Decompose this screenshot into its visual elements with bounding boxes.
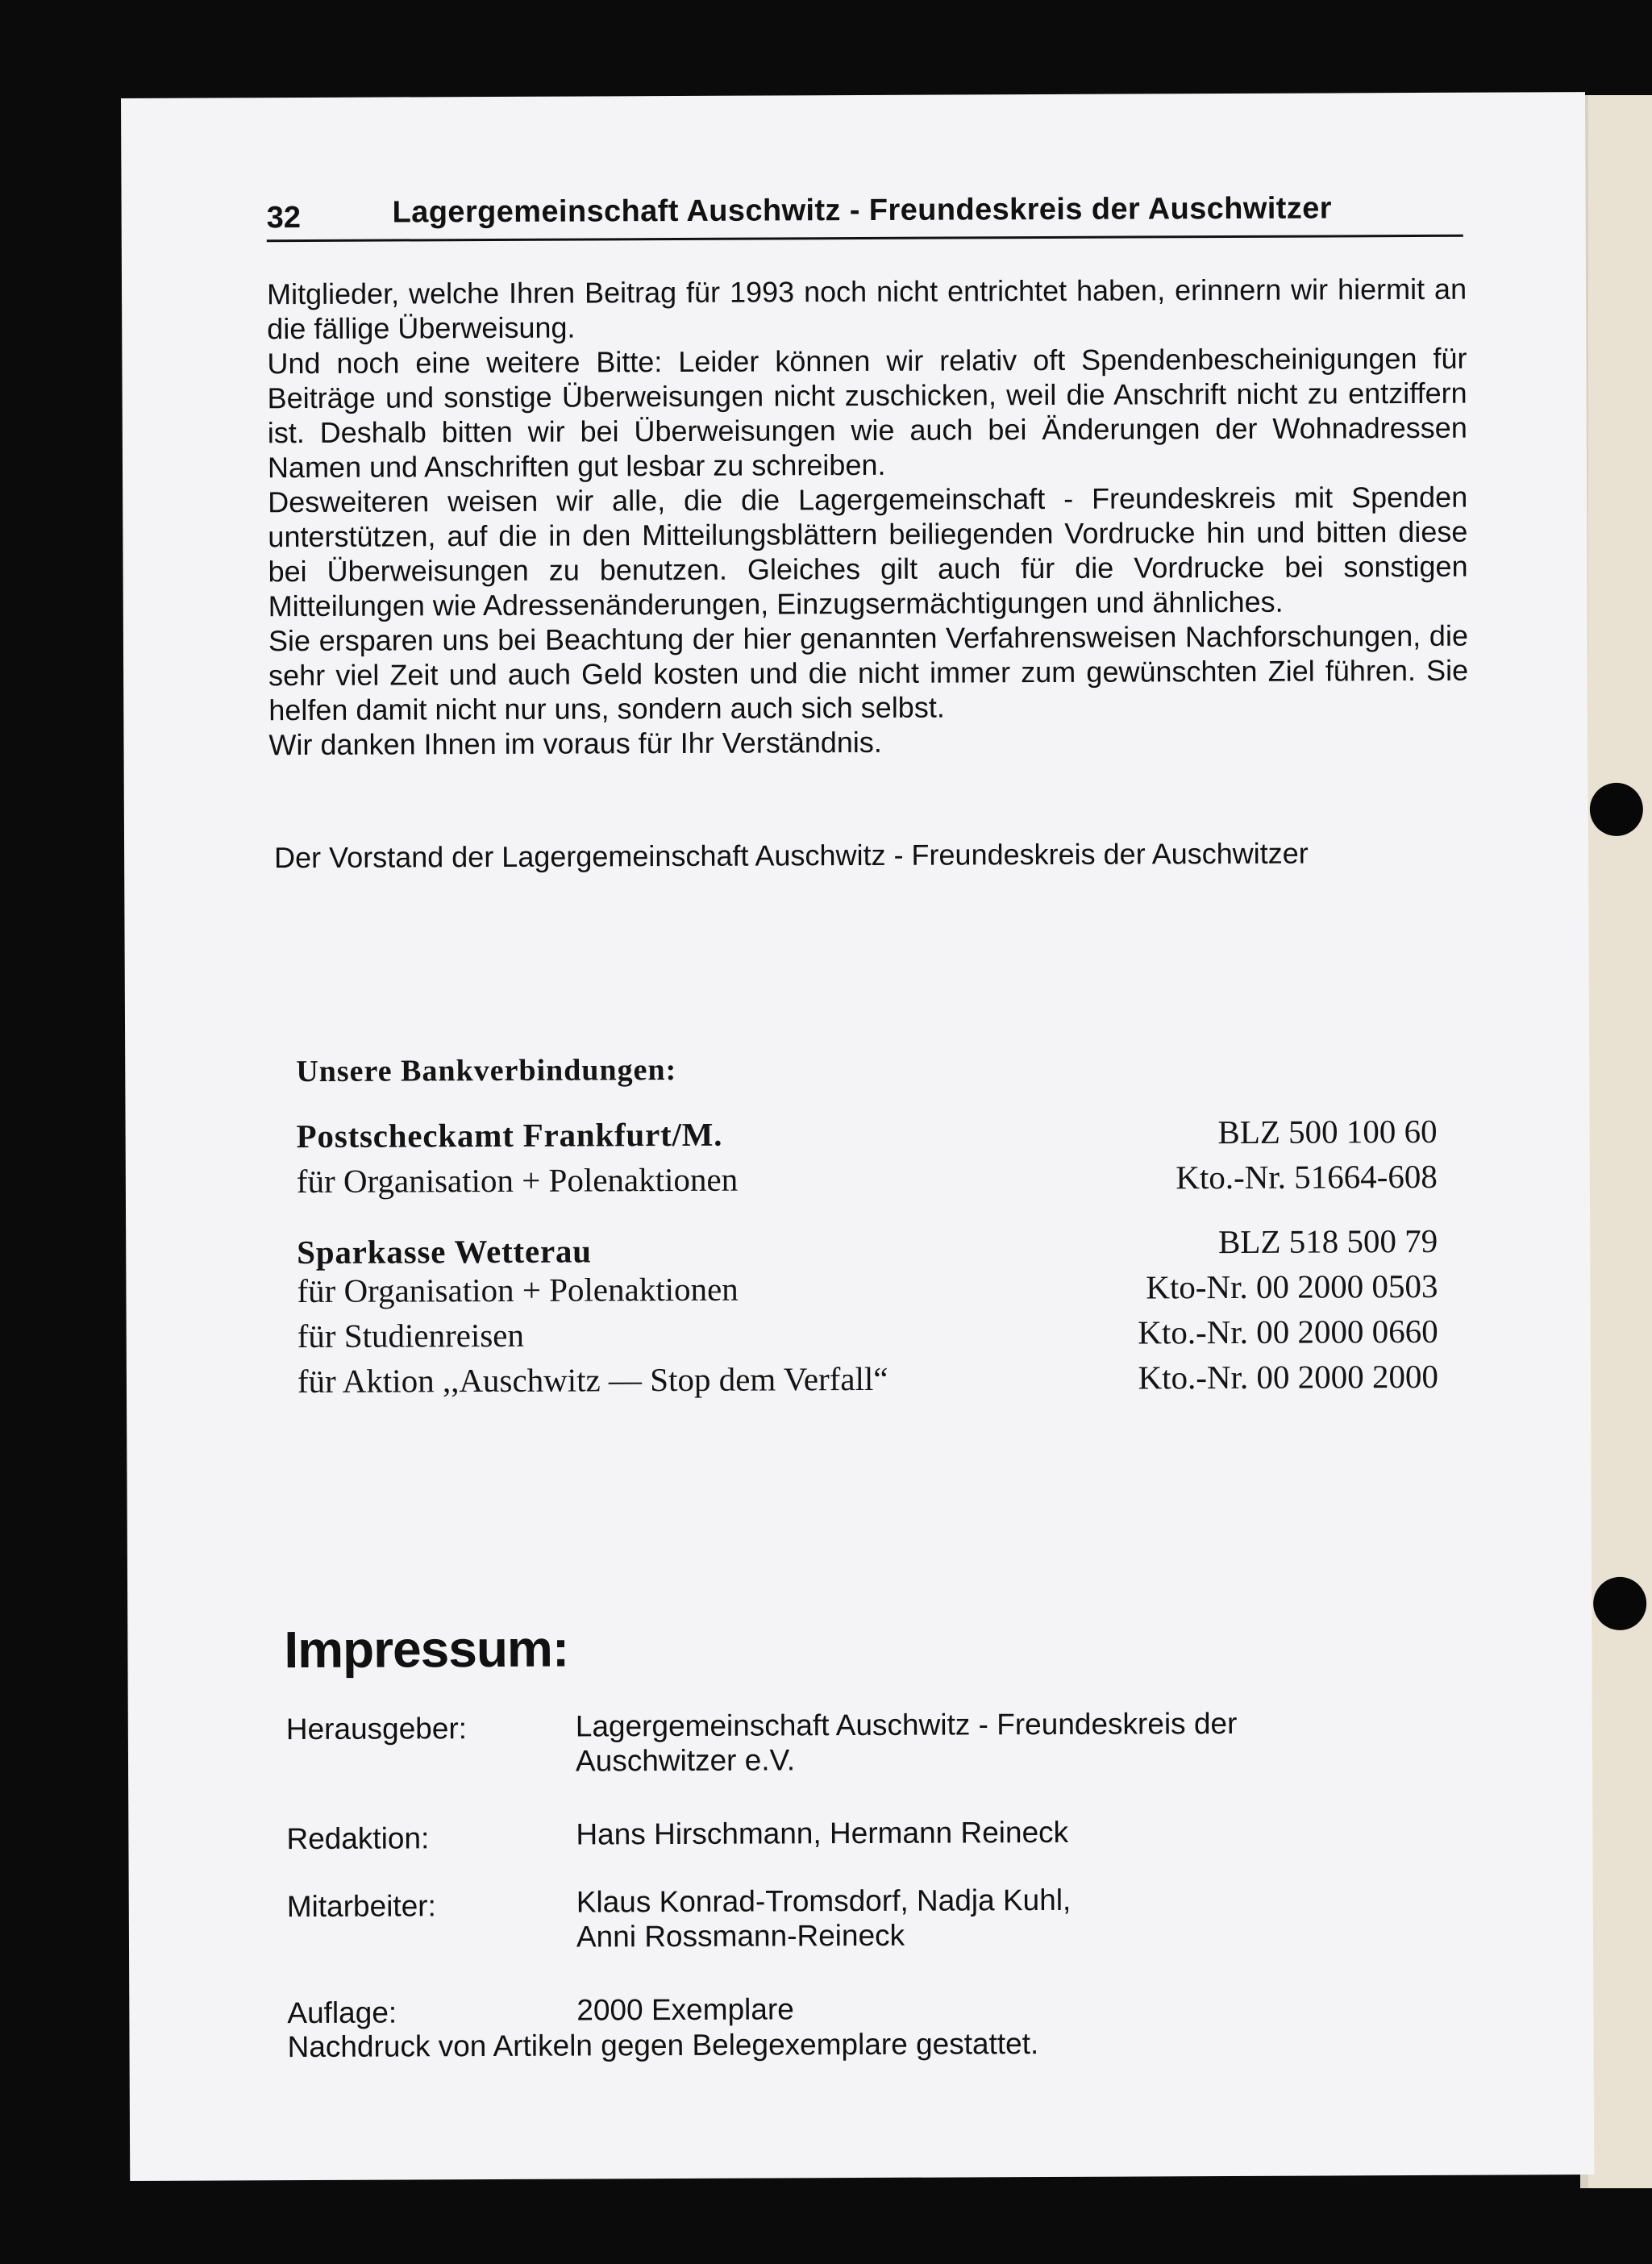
impressum-label: Auflage: xyxy=(287,1996,397,2030)
page-header xyxy=(266,178,1463,242)
paragraph: Mitglieder, welche Ihren Beitrag für 1993 noch nicht entrichtet haben, erinnern wir hiermit an die fällige Überweisung. xyxy=(266,272,1467,346)
account-purpose: für Aktion ,,Auschwitz — Stop dem Verfall“ xyxy=(297,1359,888,1400)
impressum-value xyxy=(576,1706,1238,1779)
adjacent-page xyxy=(1584,95,1652,2188)
paragraph: Wir danken Ihnen im voraus für Ihr Verständnis. xyxy=(268,725,882,762)
bank-blz: BLZ 518 500 79 xyxy=(1217,1221,1438,1261)
account-purpose: für Studienreisen xyxy=(297,1316,525,1355)
account-number: Kto.-Nr. 00 2000 2000 xyxy=(1138,1357,1439,1396)
impressum-label: Redaktion: xyxy=(286,1821,430,1856)
punch-hole xyxy=(1593,1577,1646,1630)
bank-heading: Unsere Bankverbindungen: xyxy=(296,1053,677,1089)
bank-blz: BLZ 500 100 60 xyxy=(1217,1112,1438,1151)
impressum-value: 2000 Exemplare xyxy=(576,1992,794,2027)
impressum-title: Impressum: xyxy=(284,1619,569,1679)
account-purpose: für Organisation + Polenaktionen xyxy=(296,1160,739,1201)
reprint-note: Nachdruck von Artikeln gegen Belegexemplare gestattet. xyxy=(287,2027,1039,2064)
impressum-label: Mitarbeiter: xyxy=(286,1889,436,1924)
impressum-value-line: Lagergemeinschaft Auschwitz - Freundeskreis der xyxy=(575,1706,1238,1743)
account-number: Kto.-Nr. 00 2000 0660 xyxy=(1138,1312,1438,1351)
impressum-value-line: Anni Rossmann-Reineck xyxy=(576,1918,905,1954)
impressum-label: Herausgeber: xyxy=(285,1712,468,1746)
page-number: 32 xyxy=(266,201,302,235)
signature: Der Vorstand der Lagergemeinschaft Auschwitz - Freundeskreis der Auschwitzer xyxy=(274,836,1309,875)
account-purpose: für Organisation + Polenaktionen xyxy=(297,1270,739,1310)
body-text xyxy=(267,272,1469,762)
impressum-value xyxy=(576,1883,1072,1954)
account-number: Kto-Nr. 00 2000 0503 xyxy=(1146,1267,1438,1306)
paragraph: Desweiteren weisen wir alle, die die Lagergemeinschaft - Freundeskreis mit Spenden unterstützen, auf die in den Mitteilungsblättern beiliegenden Vordrucke hin und bitten diese bei Überweisungen zu benutzen. Gleiches gilt auch für die Vordrucke bei sonstigen Mitteilungen wie Adressenänderungen, Einzugsermächtigungen und ähnliches. xyxy=(268,480,1468,623)
document-page xyxy=(121,92,1594,2181)
paragraph: Und noch eine weitere Bitte: Leider können wir relativ oft Spendenbescheinigungen für Beiträge und sonstige Überweisungen nicht zuschicken, weil die Anschrift nicht zu entziffern ist. Deshalb bitten wir bei Überweisungen wie auch bei Änderungen der Wohnadressen Namen und Anschriften gut lesbar zu schreiben. xyxy=(267,341,1467,485)
bank-name: Sparkasse Wetterau xyxy=(297,1232,592,1271)
bank-name: Postscheckamt Frankfurt/M. xyxy=(296,1115,723,1155)
running-title: Lagergemeinschaft Auschwitz - Freundeskreis der Auschwitzer xyxy=(392,191,1333,230)
bank-details xyxy=(296,1049,1438,1407)
punch-hole xyxy=(1590,783,1643,836)
impressum-value: Hans Hirschmann, Hermann Reineck xyxy=(576,1815,1069,1851)
impressum-value-line: Auschwitzer e.V. xyxy=(575,1743,796,1778)
paragraph: Sie ersparen uns bei Beachtung der hier genannten Verfahrensweisen Nachforschungen, die sehr viel Zeit und auch Geld kosten und die nicht immer zum gewünschten Ziel führen. Sie helfen damit nicht nur uns, sondern auch sich selbst. xyxy=(268,618,1469,727)
impressum-value-line: Klaus Konrad-Tromsdorf, Nadja Kuhl, xyxy=(576,1883,1072,1919)
account-number: Kto.-Nr. 51664-608 xyxy=(1176,1157,1438,1197)
